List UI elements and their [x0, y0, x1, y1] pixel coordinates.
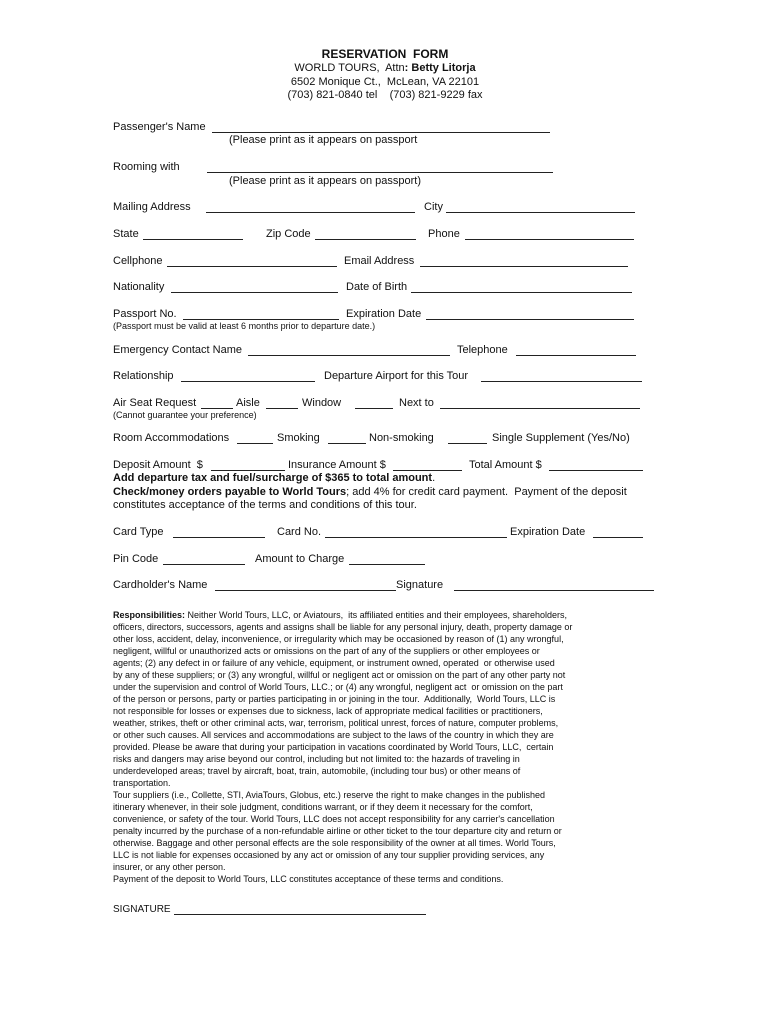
telephone-field[interactable]: [516, 344, 636, 356]
departure-tax-note: [113, 472, 435, 485]
company-address: 6502 Monique Ct., McLean, VA 22101: [290, 76, 480, 88]
responsibilities-line: itinerary whenever, in their sole judgment, conditions warrant, or if they deem it necessary for the comfort,: [113, 802, 533, 812]
aisle-label: Aisle: [236, 397, 260, 409]
card-no-field[interactable]: [325, 526, 507, 538]
attn-name: Betty Litorja: [411, 62, 476, 74]
responsibilities-line: underdeveloped areas; travel by aircraft, boat, train, automobile, (including tour bus) or other means of: [113, 766, 521, 776]
next-to-check-field[interactable]: [355, 397, 393, 409]
company-phones: (703) 821-0840 tel (703) 821-9229 fax: [287, 89, 483, 101]
nationality-label: Nationality: [113, 281, 165, 293]
non-smoking-field[interactable]: [328, 432, 366, 444]
final-signature-field[interactable]: [174, 903, 426, 915]
responsibilities-line: risks and dangers may arise beyond our control, including but not limited to: the hazards of traveling in: [113, 754, 520, 764]
responsibilities-heading: Responsibilities:: [113, 610, 186, 620]
single-supplement-field[interactable]: [448, 432, 487, 444]
single-supplement-label: Single Supplement (Yes/No): [492, 432, 630, 444]
responsibilities-line: Tour suppliers (i.e., Collette, STI, AviaTours, Globus, etc.) reserve the right to make changes in the published: [113, 790, 546, 800]
passport-expiration-field[interactable]: [426, 308, 634, 320]
responsibilities-line: of the person or persons, party or parties participating in or joining in the tour. Additionally, World Tours, LLC is: [113, 694, 556, 704]
passport-note-2: (Please print as it appears on passport): [229, 175, 421, 187]
cellphone-label: Cellphone: [113, 255, 163, 267]
next-to-label: Next to: [399, 397, 434, 409]
smoking-field[interactable]: [237, 432, 273, 444]
window-field[interactable]: [266, 397, 298, 409]
departure-airport-label: Departure Airport for this Tour: [324, 370, 469, 382]
responsibilities-line: convenience, or safety of the tour. World Tours, LLC does not accept responsibility for any carrier's cancellation: [113, 814, 555, 824]
pin-code-label: Pin Code: [113, 553, 159, 565]
aisle-field[interactable]: [201, 397, 233, 409]
card-expiration-field[interactable]: [593, 526, 643, 538]
phone-label: Phone: [428, 228, 460, 240]
deposit-amount-field[interactable]: [211, 459, 285, 471]
attn-colon: :: [404, 62, 409, 74]
responsibilities-line: or other such causes. All services and accommodations are subject to the laws of the country in which they are: [113, 730, 554, 740]
passport-no-field[interactable]: [183, 308, 339, 320]
insurance-amount-label: Insurance Amount $: [288, 459, 386, 471]
emergency-contact-label: Emergency Contact Name: [113, 344, 242, 356]
passenger-name-field[interactable]: [212, 121, 550, 133]
email-label: Email Address: [344, 255, 415, 267]
responsibilities-line: insurer, or any other person.: [113, 862, 226, 872]
telephone-label: Telephone: [457, 344, 508, 356]
insurance-amount-field[interactable]: [393, 459, 462, 471]
state-field[interactable]: [143, 228, 243, 240]
amount-to-charge-label: Amount to Charge: [255, 553, 345, 565]
payment-note: [113, 486, 627, 499]
responsibilities-line: officers, directors, successors, agents and assigns shall be liable for any personal injury, death, property damage or: [113, 622, 573, 632]
passport-note-1: (Please print as it appears on passport: [229, 134, 418, 146]
final-signature-label: SIGNATURE: [113, 904, 171, 915]
city-label: City: [424, 201, 443, 213]
responsibilities-line: Payment of the deposit to World Tours, LLC constitutes acceptance of these terms and conditions.: [113, 874, 504, 884]
departure-tax-period: .: [432, 472, 436, 484]
check-rest-text: ; add 4% for credit card payment. Payment of the deposit: [346, 486, 627, 498]
form-title: RESERVATION FORM: [321, 47, 449, 61]
responsibilities-line: otherwise. Baggage and other personal effects are the sole responsibility of the owner at all times. World Tours,: [113, 838, 556, 848]
responsibilities-line: transportation.: [113, 778, 171, 788]
date-of-birth-field[interactable]: [411, 281, 632, 293]
card-type-label: Card Type: [113, 526, 164, 538]
responsibilities-line: penalty incurred by the purchase of a non-refundable airline or other ticket to the tour departure city and return or: [113, 826, 562, 836]
next-to-field[interactable]: [440, 397, 640, 409]
email-field[interactable]: [420, 255, 628, 267]
air-seat-request-label: Air Seat Request: [113, 397, 197, 409]
passenger-name-label: Passenger's Name: [113, 121, 206, 133]
responsibilities-line: weather, strikes, theft or other criminal acts, war, terrorism, political unrest, forces of nature, computer problems,: [113, 718, 559, 728]
responsibilities-line: LLC is not liable for expenses occasioned by any act or omission of any tour supplier providing services, any: [113, 850, 545, 860]
responsibilities-line: agents; (2) any defect in or failure of any vehicle, equipment, or instrument owned, operated or otherwise used: [113, 658, 555, 668]
rooming-with-label: Rooming with: [113, 161, 180, 173]
card-signature-label: Signature: [396, 579, 444, 591]
smoking-label: Smoking: [277, 432, 320, 444]
cardholder-name-label: Cardholder's Name: [113, 579, 208, 591]
responsibilities-line-0: [113, 610, 567, 622]
relationship-field[interactable]: [181, 370, 315, 382]
cellphone-field[interactable]: [167, 255, 337, 267]
card-signature-field[interactable]: [454, 579, 654, 591]
zip-code-field[interactable]: [315, 228, 416, 240]
mailing-address-label: Mailing Address: [113, 201, 191, 213]
rooming-with-field[interactable]: [207, 161, 553, 173]
responsibilities-line: under the supervision and control of World Tours, LLC.; or (4) any wrongful, negligent act or omission on the part: [113, 682, 563, 692]
card-no-label: Card No.: [277, 526, 322, 538]
date-of-birth-label: Date of Birth: [346, 281, 408, 293]
departure-tax-text: Add departure tax and fuel/surcharge of $365 to total amount: [113, 472, 433, 484]
responsibilities-line-text: Neither World Tours, LLC, or Aviatours, its affiliated entities and their employees, shareholders,: [185, 610, 568, 620]
responsibilities-line: by any of these suppliers; or (3) any wrongful, willful or negligent act or omission on the part of any other party not: [113, 670, 566, 680]
total-amount-field[interactable]: [549, 459, 643, 471]
state-label: State: [113, 228, 139, 240]
amount-to-charge-field[interactable]: [349, 553, 425, 565]
attn-line: [0, 62, 770, 75]
window-label: Window: [302, 397, 342, 409]
departure-airport-field[interactable]: [481, 370, 642, 382]
cardholder-name-field[interactable]: [215, 579, 396, 591]
card-expiration-label: Expiration Date: [510, 526, 586, 538]
responsibilities-line: negligent, willful or unauthorized acts or omissions on the part of any of the suppliers or other employees or: [113, 646, 540, 656]
responsibilities-line: provided. Please be aware that during your participation in vacations coordinated by World Tours, LLC, certain: [113, 742, 554, 752]
city-field[interactable]: [446, 201, 635, 213]
attn-prefix: WORLD TOURS, Attn: [294, 62, 405, 74]
passport-no-label: Passport No.: [113, 308, 177, 320]
card-type-field[interactable]: [173, 526, 265, 538]
emergency-contact-field[interactable]: [248, 344, 450, 356]
passport-validity-note: (Passport must be valid at least 6 months prior to departure date.): [113, 321, 376, 331]
room-accommodations-label: Room Accommodations: [113, 432, 230, 444]
responsibilities-line: not responsible for losses or expenses due to sickness, lack of appropriate medical facilities or practitioners,: [113, 706, 543, 716]
responsibilities-line: other loss, accident, delay, inconvenience, or irregularity which may be occasioned by reason of (1) any wrongful,: [113, 634, 564, 644]
pin-code-field[interactable]: [163, 553, 245, 565]
nationality-field[interactable]: [171, 281, 338, 293]
mailing-address-field[interactable]: [206, 201, 415, 213]
deposit-amount-label: Deposit Amount $: [113, 459, 203, 471]
passport-expiration-label: Expiration Date: [346, 308, 422, 320]
total-amount-label: Total Amount $: [469, 459, 542, 471]
relationship-label: Relationship: [113, 370, 174, 382]
zip-code-label: Zip Code: [266, 228, 311, 240]
check-payable-text: Check/money orders payable to World Tours: [113, 486, 347, 498]
non-smoking-label: Non-smoking: [369, 432, 434, 444]
phone-field[interactable]: [465, 228, 634, 240]
cannot-guarantee-note: (Cannot guarantee your preference): [113, 410, 257, 420]
acceptance-note: constitutes acceptance of the terms and conditions of this tour.: [113, 499, 417, 511]
